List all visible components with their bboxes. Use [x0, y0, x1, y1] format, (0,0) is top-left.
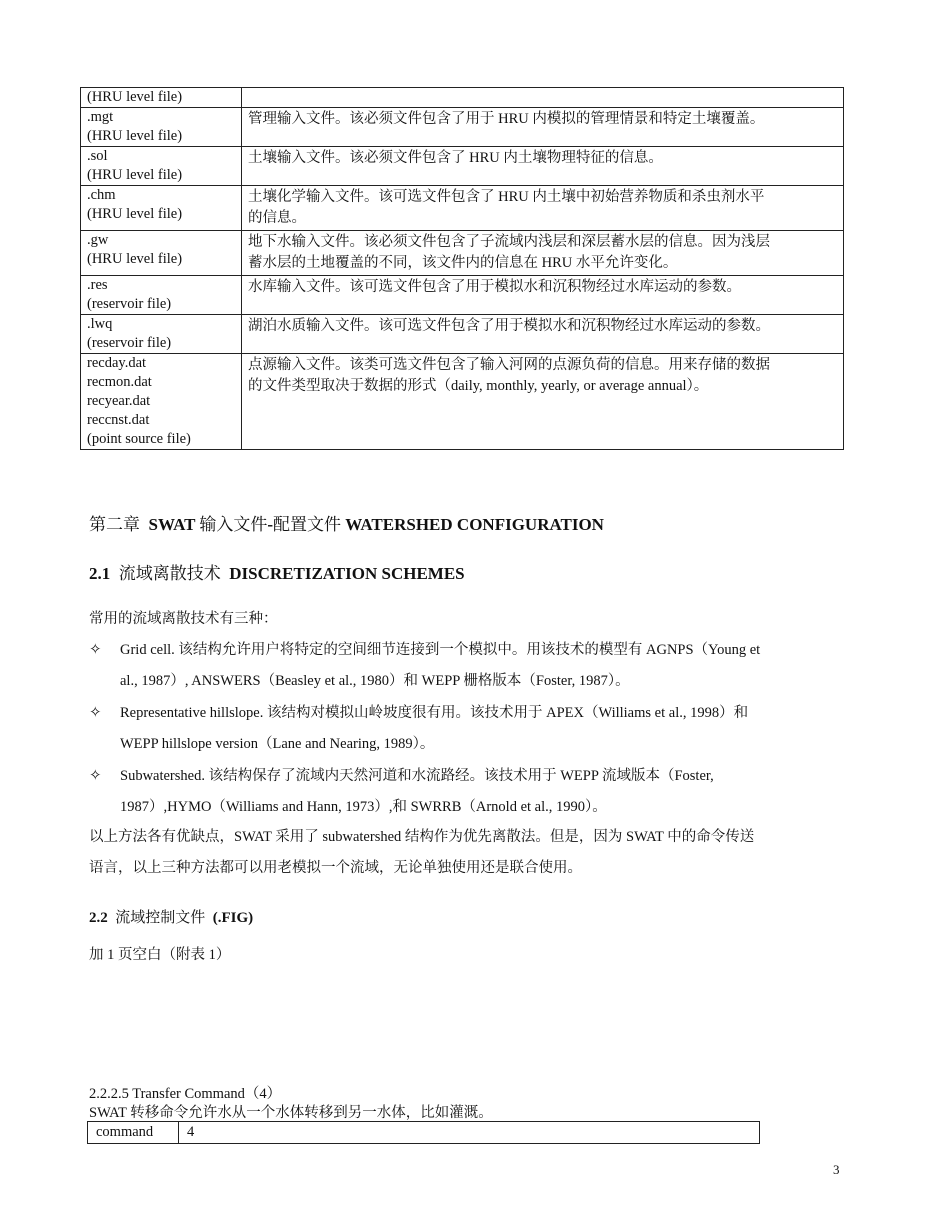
- note-text: 加 1 页空白（附表 1）: [89, 947, 231, 963]
- file-name-cell: .gw (HRU level file): [81, 231, 242, 276]
- list-item: Grid cell. 该结构允许用户将特定的空间细节连接到一个模拟中。用该技术的模型有 AGNPS（Young et al., 1987）, ANSWERS（Beasley et al., 1980）和 WEPP 栅格版本（Foster, 1987）。: [120, 642, 761, 689]
- table-row: [81, 315, 844, 354]
- command-key-cell: command: [88, 1122, 179, 1144]
- file-name-cell: .res (reservoir file): [81, 276, 242, 315]
- diamond-bullet-icon: ✧: [89, 642, 102, 658]
- file-name-cell: .chm (HRU level file): [81, 186, 242, 231]
- file-name-cell: .mgt (HRU level file): [81, 108, 242, 147]
- file-description-cell: 点源输入文件。该类可选文件包含了输入河网的点源负荷的信息。用来存储的数据 的文件类型取决于数据的形式（daily, monthly, yearly, or average annual）。: [242, 354, 844, 450]
- file-description-cell: 地下水输入文件。该必须文件包含了子流域内浅层和深层蓄水层的信息。因为浅层 蓄水层的土地覆盖的不同，该文件内的信息在 HRU 水平允许变化。: [242, 231, 844, 276]
- command-table: [87, 1121, 760, 1144]
- table-row: [88, 1122, 760, 1144]
- file-name-cell: (HRU level file): [81, 88, 242, 108]
- file-description-cell: 管理输入文件。该必须文件包含了用于 HRU 内模拟的管理情景和特定土壤覆盖。: [242, 108, 844, 147]
- chapter-heading: 第二章 SWAT 输入文件-配置文件 WATERSHED CONFIGURATION: [89, 515, 604, 534]
- list-item: Subwatershed. 该结构保存了流域内天然河道和水流路经。该技术用于 WEPP 流域版本（Foster, 1987）,HYMO（Williams and Hann, 1973）,和 SWRRB（Arnold et al., 1990）。: [120, 768, 714, 815]
- file-description-cell: 水库输入文件。该可选文件包含了用于模拟水和沉积物经过水库运动的参数。: [242, 276, 844, 315]
- table-row: [81, 231, 844, 276]
- file-description-cell: [242, 88, 844, 108]
- transfer-command-title: 2.2.2.5 Transfer Command（4）: [89, 1086, 282, 1102]
- section-heading-2-1: 2.1 流域离散技术 DISCRETIZATION SCHEMES: [89, 564, 465, 583]
- table-row: [81, 354, 844, 450]
- table-row: [81, 88, 844, 108]
- file-name-cell: recday.dat recmon.dat recyear.dat reccnst.dat (point source file): [81, 354, 242, 450]
- page-number: 3: [833, 1162, 840, 1177]
- file-table: [80, 87, 844, 450]
- table-row: [81, 147, 844, 186]
- table-row: [81, 186, 844, 231]
- list-item: Representative hillslope. 该结构对模拟山岭坡度很有用。该技术用于 APEX（Williams et al., 1998）和 WEPP hillslope version（Lane and Nearing, 1989）。: [120, 705, 749, 752]
- intro-text: 常用的流域离散技术有三种：: [89, 611, 278, 627]
- file-name-cell: .lwq (reservoir file): [81, 315, 242, 354]
- file-description-cell: 土壤输入文件。该必须文件包含了 HRU 内土壤物理特征的信息。: [242, 147, 844, 186]
- summary-paragraph: 以上方法各有优缺点，SWAT 采用了 subwatershed 结构作为优先离散法。但是，因为 SWAT 中的命令传送 语言，以上三种方法都可以用老模拟一个流域，无论单独使用还是联合使用。: [89, 829, 755, 876]
- file-description-cell: 土壤化学输入文件。该可选文件包含了 HRU 内土壤中初始营养物质和杀虫剂水平 的信息。: [242, 186, 844, 231]
- command-value-cell: 4: [179, 1122, 760, 1144]
- section-heading-2-2: 2.2 流域控制文件 (.FIG): [89, 910, 254, 926]
- diamond-bullet-icon: ✧: [89, 705, 102, 721]
- file-name-cell: .sol (HRU level file): [81, 147, 242, 186]
- transfer-command-description: SWAT 转移命令允许水从一个水体转移到另一水体，比如灌溉。: [89, 1105, 493, 1121]
- table-row: [81, 276, 844, 315]
- diamond-bullet-icon: ✧: [89, 768, 102, 784]
- file-description-cell: 湖泊水质输入文件。该可选文件包含了用于模拟水和沉积物经过水库运动的参数。: [242, 315, 844, 354]
- table-row: [81, 108, 844, 147]
